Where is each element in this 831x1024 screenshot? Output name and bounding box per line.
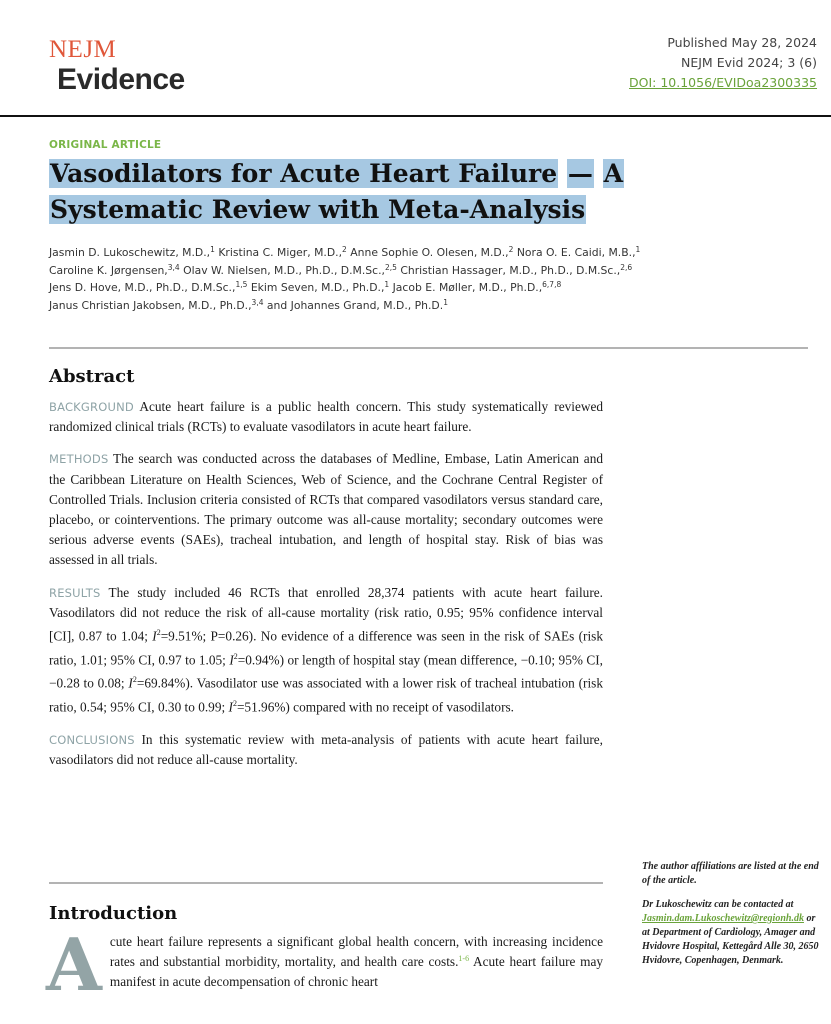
conclusions-label: CONCLUSIONS — [49, 732, 135, 747]
article-title — [49, 156, 624, 228]
article-type-label: ORIGINAL ARTICLE — [49, 139, 162, 151]
doi-link[interactable]: DOI: 10.1056/EVIDoa2300335 — [629, 75, 817, 90]
drop-cap: A — [46, 922, 102, 1007]
title-dash: — — [567, 159, 593, 188]
author: Janus Christian Jakobsen, M.D., Ph.D., — [49, 298, 252, 312]
email-link[interactable]: Jasmin.dam.Lukoschewitz@regionh.dk — [642, 913, 804, 924]
abstract-results: RESULTS The study included 46 RCTs that enrolled 28,374 patients with acute heart failure. Vasodilators did not reduce the risk of all-cause mortality (risk ratio, 0.95; 95% confidence interval [CI], 0.87 to 1.04; $I^2=9.51\%$; P=0.26). No evidence of a difference was seen in the risk of SAEs (risk ratio, 1.01; 95% CI, 0.97 to 1.05; $I^2=0.94\%$) or length of hospital stay (mean difference, −0.10; 95% CI, −0.28 to 0.08; $I^2=69.84\%$). Vasodilator use was associated with a lower risk of tracheal intubation (risk ratio, 0.54; 95% CI, 0.30 to 0.99; $I^2=51.96\%$) compared with no receipt of vasodilators. — [49, 584, 603, 715]
introduction-divider — [49, 882, 603, 884]
contact-note: Dr Lukoschewitz can be contacted at Jasmin.dam.Lukoschewitz@regionh.dk or at Department of Cardiology, Amager and Hvidovre Hospital, Kettegård Alle 30, 2650 Hvidovre, Copenhagen, Denmark. — [642, 899, 819, 966]
author: and Johannes Grand, M.D., Ph.D. — [266, 298, 444, 312]
author-sidenote — [642, 860, 822, 978]
author: Jens D. Hove, M.D., Ph.D., D.M.Sc., — [49, 281, 236, 294]
logo-evidence-text: Evidence — [57, 63, 185, 96]
journal-header — [0, 0, 831, 118]
affiliation-ref: 2 — [508, 245, 514, 254]
affiliation-ref: 2,6 — [620, 262, 633, 272]
title-part-2: A — [603, 159, 623, 188]
affiliation-ref: 3,4 — [251, 297, 264, 307]
title-part-1: Vasodilators for Acute Heart Failure — [50, 159, 558, 188]
author: Ekim Seven, M.D., Ph.D., — [250, 281, 385, 294]
affiliations-note: The author affiliations are listed at the end of the article. — [642, 861, 819, 886]
affiliation-ref: 1 — [384, 280, 390, 289]
abstract-body — [49, 397, 603, 782]
logo-nejm-text: NEJM — [49, 36, 117, 63]
author-list — [49, 244, 809, 314]
publication-info — [629, 33, 817, 93]
journal-citation: NEJM Evid 2024; 3 (6) — [681, 55, 817, 70]
methods-label: METHODS — [49, 452, 109, 467]
results-label: RESULTS — [49, 585, 101, 600]
abstract-background: BACKGROUND Acute heart failure is a public health concern. This study systematically reviewed randomized clinical trials (RCTs) to evaluate vasodilators in acute heart failure. — [49, 399, 603, 435]
author: Olav W. Nielsen, M.D., Ph.D., D.M.Sc., — [183, 263, 385, 277]
published-date: Published May 28, 2024 — [667, 35, 817, 50]
affiliation-ref: 1 — [443, 297, 448, 307]
author: Anne Sophie O. Olesen, M.D., — [350, 246, 509, 259]
abstract-methods: METHODS The search was conducted across the databases of Medline, Embase, Latin American and the Caribbean Literature on Health Sciences, Web of Science, and the Cochrane Central Register of Controlled Trials. Inclusion criteria consisted of RCTs that compared vasodilators versus standard care, placebo, or cointerventions. The primary outcome was all-cause mortality; secondary outcomes were serious adverse events (SAEs), tracheal intubation, and length of hospital stay. Risk of bias was assessed in all trials. — [49, 451, 603, 568]
affiliation-ref: 1,5 — [235, 280, 248, 289]
affiliation-ref: 3,4 — [167, 262, 180, 272]
abstract-conclusions: CONCLUSIONS In this systematic review with meta-analysis of patients with acute heart failure, vasodilators did not reduce all-cause mortality. — [49, 731, 604, 767]
abstract-divider — [49, 347, 808, 349]
affiliation-ref: 2,5 — [384, 262, 397, 272]
affiliation-ref: 2 — [342, 245, 347, 254]
affiliation-ref: 1 — [210, 245, 215, 254]
author: Jasmin D. Lukoschewitz, M.D., — [49, 246, 211, 259]
abstract-heading: Abstract — [49, 366, 135, 387]
affiliation-ref: 6,7,8 — [542, 280, 562, 289]
author: Caroline K. Jørgensen, — [49, 263, 168, 277]
author: Christian Hassager, M.D., Ph.D., D.M.Sc., — [400, 263, 621, 277]
author: Jacob E. Møller, M.D., Ph.D., — [392, 281, 543, 294]
affiliation-ref: 1 — [635, 245, 641, 254]
introduction-heading: Introduction — [49, 903, 178, 924]
title-line-2: Systematic Review with Meta-Analysis — [50, 195, 586, 224]
header-divider — [0, 115, 831, 117]
nejm-evidence-logo[interactable] — [49, 37, 185, 95]
introduction-body: A cute heart failure represents a significant global health concern, with increasing incidence rates and substantial morbidity, mortality, and health care costs.$^{1-6}$ Acute heart failure may manifest in acute decompensation of chronic heart — [46, 922, 604, 1007]
author: Kristina C. Miger, M.D., — [218, 246, 343, 259]
author: Nora O. E. Caidi, M.B., — [516, 246, 636, 259]
reference-link[interactable]: 1-6 — [458, 954, 470, 964]
background-label: BACKGROUND — [49, 400, 134, 414]
